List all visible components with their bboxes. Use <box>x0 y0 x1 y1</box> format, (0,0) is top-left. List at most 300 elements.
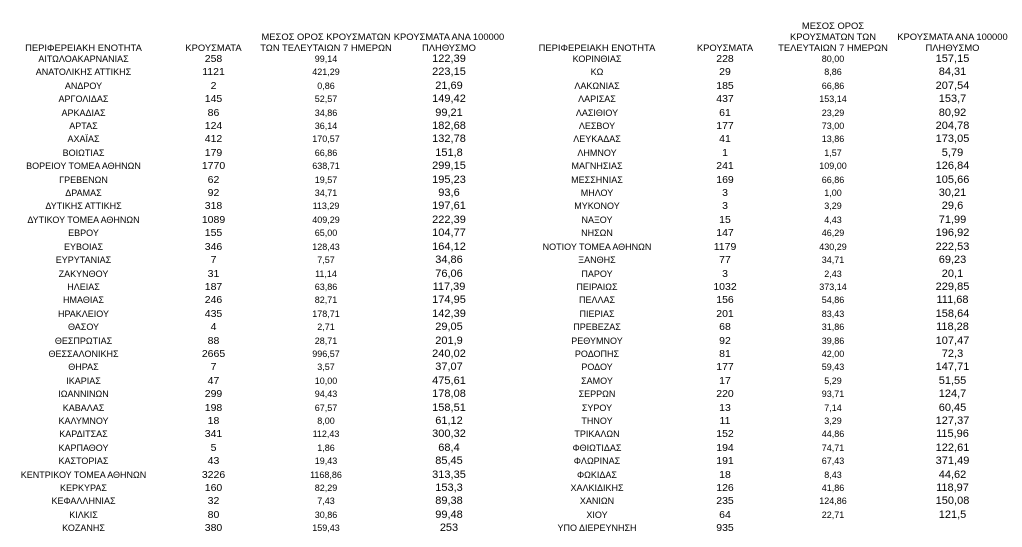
table-row <box>514 361 1009 374</box>
cases-cell: 31 <box>207 267 220 280</box>
region-cell: ΙΚΑΡΙΑΣ <box>66 375 101 386</box>
avg7-cell: 52,57 <box>314 94 338 105</box>
per100k-cell: 89,38 <box>435 495 463 508</box>
per100k-cell: 229,85 <box>935 280 970 293</box>
cases-cell: 228 <box>716 53 734 65</box>
region-cell: ΤΗΝΟΥ <box>581 415 613 426</box>
per100k-cell: 164,12 <box>432 240 466 253</box>
per100k-cell: 178,08 <box>432 388 466 401</box>
avg7-cell: 421,29 <box>312 67 340 78</box>
avg7-cell: 82,71 <box>314 295 338 306</box>
region-cell: ΕΒΡΟΥ <box>68 228 99 239</box>
cases-cell: 62 <box>207 173 220 186</box>
per100k-cell: 132,78 <box>432 133 466 146</box>
table-row <box>0 187 506 200</box>
cases-cell: 246 <box>204 294 223 307</box>
region-cell: ΕΥΡΥΤΑΝΙΑΣ <box>55 255 112 266</box>
per100k-cell: 173,05 <box>935 133 970 146</box>
table-row <box>0 66 506 79</box>
per100k-cell: 174,95 <box>432 294 466 307</box>
region-cell: ΠΑΡΟΥ <box>581 268 613 279</box>
region-cell: ΘΑΣΟΥ <box>67 322 100 333</box>
table-row <box>0 294 506 307</box>
avg7-cell: 42,00 <box>821 348 845 359</box>
table-row <box>514 53 1009 66</box>
avg7-cell: 7,43 <box>317 496 335 507</box>
table-row <box>514 522 1009 535</box>
avg7-cell: 31,86 <box>821 322 845 333</box>
per100k-cell: 222,53 <box>935 240 970 253</box>
table-row <box>0 469 506 482</box>
per100k-cell <box>896 522 1009 535</box>
region-cell: ΚΑΛΥΜΝΟΥ <box>58 415 109 426</box>
cases-cell: 7 <box>210 361 217 374</box>
region-cell: ΔΥΤΙΚΟΥ ΤΟΜΕΑ ΑΘΗΝΩΝ <box>27 214 140 225</box>
cases-cell: 29 <box>719 66 731 79</box>
cases-cell: 1179 <box>713 240 737 253</box>
table-row <box>0 147 506 160</box>
region-cell: ΧΙΟΥ <box>586 509 608 520</box>
avg7-cell: 23,29 <box>821 107 845 118</box>
per100k-cell: 118,97 <box>936 482 969 494</box>
cases-cell: 1121 <box>202 66 225 79</box>
per100k-cell: 29,6 <box>941 200 964 213</box>
region-cell: ΠΕΛΛΑΣ <box>578 295 616 306</box>
region-cell: ΓΡΕΒΕΝΩΝ <box>59 174 108 185</box>
header-per100k: ΚΡΟΥΣΜΑΤΑ ΑΝΑ 100000 ΠΛΗΘΥΣΜΟ <box>897 31 1008 53</box>
table-row <box>514 66 1009 79</box>
cases-cell: 1 <box>722 146 728 159</box>
table-row <box>0 388 506 401</box>
table-row <box>0 321 506 334</box>
per100k-cell: 153,7 <box>938 93 967 106</box>
cases-cell: 7 <box>210 254 217 267</box>
per100k-cell: 93,6 <box>438 187 460 200</box>
per100k-cell: 157,15 <box>935 53 970 65</box>
table-row <box>514 107 1009 120</box>
per100k-cell: 142,39 <box>432 307 466 320</box>
avg7-cell: 1,00 <box>824 188 842 199</box>
cases-cell: 43 <box>207 455 220 468</box>
table-row <box>514 200 1009 213</box>
cases-cell: 17 <box>719 374 731 387</box>
table-row <box>514 455 1009 468</box>
per100k-cell: 153,3 <box>435 482 463 494</box>
region-cell: ΗΜΑΘΙΑΣ <box>63 295 104 306</box>
cases-cell: 5 <box>210 441 217 454</box>
region-cell: ΦΛΩΡΙΝΑΣ <box>573 456 621 467</box>
region-cell: ΚΕΦΑΛΛΗΝΙΑΣ <box>51 496 116 507</box>
per100k-cell: 68,4 <box>438 441 460 454</box>
region-cell: ΚΙΛΚΙΣ <box>69 509 98 520</box>
cases-cell: 187 <box>204 280 223 293</box>
cases-cell: 185 <box>716 79 734 92</box>
avg7-cell: 113,29 <box>312 201 340 212</box>
table-row <box>514 174 1009 187</box>
per100k-cell: 149,42 <box>432 93 466 106</box>
avg7-cell: 34,71 <box>821 255 845 266</box>
table-row <box>0 415 506 428</box>
cases-cell: 935 <box>716 522 734 535</box>
avg7-cell: 63,86 <box>314 281 338 292</box>
per100k-cell: 99,48 <box>435 508 463 521</box>
table-row <box>514 241 1009 254</box>
cases-cell: 318 <box>204 200 223 213</box>
region-cell: ΑΧΑΪΑΣ <box>67 134 100 145</box>
per100k-cell: 158,64 <box>935 307 970 320</box>
avg7-cell: 7,57 <box>317 255 335 266</box>
per100k-cell: 111,68 <box>936 294 969 307</box>
table-row <box>0 509 506 522</box>
region-cell: ΔΡΑΜΑΣ <box>65 188 102 199</box>
cases-cell: 258 <box>204 53 223 65</box>
per100k-cell: 313,35 <box>432 468 466 481</box>
cases-cell: 412 <box>204 133 223 146</box>
cases-cell: 68 <box>719 321 731 334</box>
cases-cell: 235 <box>716 495 734 508</box>
avg7-cell: 3,29 <box>824 415 842 426</box>
cases-cell: 4 <box>210 321 217 334</box>
avg7-cell: 73,00 <box>821 121 845 132</box>
cases-cell: 15 <box>719 213 731 226</box>
per100k-cell: 204,78 <box>935 120 970 133</box>
avg7-cell: 44,86 <box>821 429 845 440</box>
cases-cell: 61 <box>719 106 731 119</box>
per100k-cell: 99,21 <box>435 106 463 119</box>
avg7-cell: 67,57 <box>314 402 338 413</box>
per100k-cell: 207,54 <box>935 79 970 92</box>
per100k-cell: 158,51 <box>432 401 466 414</box>
table-row <box>0 281 506 294</box>
cases-cell: 179 <box>204 146 223 159</box>
per100k-cell: 61,12 <box>435 414 463 427</box>
table-row <box>0 375 506 388</box>
avg7-cell: 159,43 <box>312 523 340 534</box>
per100k-cell: 29,05 <box>435 321 463 334</box>
table-row <box>514 214 1009 227</box>
table-row <box>514 402 1009 415</box>
region-cell: ΜΥΚΟΝΟΥ <box>574 201 620 212</box>
region-cell: ΚΟΖΑΝΗΣ <box>62 523 105 534</box>
cases-cell: 86 <box>207 106 220 119</box>
table-row <box>0 495 506 508</box>
per100k-cell: 34,86 <box>435 254 463 267</box>
region-cell: ΞΑΝΘΗΣ <box>578 255 616 266</box>
avg7-cell: 170,57 <box>312 134 340 145</box>
avg7-cell: 34,86 <box>314 107 338 118</box>
per100k-cell: 127,37 <box>935 414 970 427</box>
cases-cell: 126 <box>716 482 734 494</box>
avg7-cell: 430,29 <box>819 241 847 252</box>
region-cell: ΚΑΣΤΟΡΙΑΣ <box>58 456 109 467</box>
cases-cell: 152 <box>716 428 734 441</box>
avg7-cell: 8,00 <box>317 415 335 426</box>
cases-cell: 220 <box>716 388 734 401</box>
avg7-cell: 409,29 <box>312 214 340 225</box>
table-row <box>0 361 506 374</box>
avg7-cell: 82,29 <box>314 483 338 493</box>
region-cell: ΜΗΛΟΥ <box>580 188 614 199</box>
region-cell: ΚΑΡΠΑΘΟΥ <box>58 442 109 453</box>
table-row <box>0 268 506 281</box>
avg7-cell: 66,86 <box>821 174 845 185</box>
cases-cell: 77 <box>719 254 731 267</box>
per100k-cell: 147,71 <box>935 361 970 374</box>
per100k-cell: 60,45 <box>938 401 967 414</box>
avg7-cell: 22,71 <box>821 509 845 520</box>
region-cell: ΚΕΡΚΥΡΑΣ <box>60 483 107 493</box>
table-row <box>514 294 1009 307</box>
region-cell: ΠΡΕΒΕΖΑΣ <box>573 322 621 333</box>
region-cell: ΠΕΙΡΑΙΩΣ <box>576 281 618 292</box>
table-row <box>514 469 1009 482</box>
avg7-cell: 93,71 <box>821 389 845 400</box>
cases-cell: 47 <box>207 374 220 387</box>
table-row <box>0 335 506 348</box>
per100k-cell: 222,39 <box>432 213 466 226</box>
avg7-cell: 4,43 <box>824 214 842 225</box>
header-cases: ΚΡΟΥΣΜΑΤΑ <box>185 42 242 53</box>
header-per100k: ΚΡΟΥΣΜΑΤΑ ΑΝΑ 100000 ΠΛΗΘΥΣΜΟ <box>393 31 505 53</box>
cases-cell: 81 <box>719 347 731 360</box>
avg7-cell <box>770 522 896 535</box>
region-cell: ΣΕΡΡΩΝ <box>578 389 616 400</box>
region-cell: ΡΟΔΟΠΗΣ <box>574 348 620 359</box>
region-cell: ΧΑΛΚΙΔΙΚΗΣ <box>570 483 624 493</box>
per100k-cell: 300,32 <box>432 428 466 441</box>
per100k-cell: 69,23 <box>938 254 967 267</box>
per100k-cell: 151,8 <box>435 146 463 159</box>
table-row <box>0 522 506 535</box>
per100k-cell: 30,21 <box>938 187 967 200</box>
table-row <box>0 200 506 213</box>
region-cell: ΛΕΣΒΟΥ <box>578 121 616 132</box>
table-row <box>514 428 1009 441</box>
table-row <box>0 227 506 240</box>
header-avg7: ΜΕΣΟΣ ΟΡΟΣ ΚΡΟΥΣΜΑΤΩΝ ΤΩΝ ΤΕΛΕΥΤΑΙΩΝ 7 ΗΜΕΡΩΝ <box>778 20 888 53</box>
table-row <box>0 241 506 254</box>
region-cell: ΛΑΣΙΘΙΟΥ <box>575 107 619 118</box>
cases-cell: 2665 <box>201 347 226 360</box>
cases-cell: 169 <box>716 173 734 186</box>
avg7-cell: 30,86 <box>314 509 338 520</box>
region-cell: ΒΟΙΩΤΙΑΣ <box>62 147 105 158</box>
per100k-cell: 44,62 <box>938 468 967 481</box>
region-cell: ΚΑΡΔΙΤΣΑΣ <box>59 429 108 440</box>
per100k-cell: 371,49 <box>935 455 970 468</box>
region-cell: ΝΟΤΙΟΥ ΤΟΜΕΑ ΑΘΗΝΩΝ <box>542 241 652 252</box>
avg7-cell: 11,14 <box>315 268 337 279</box>
table-row <box>514 388 1009 401</box>
per100k-cell: 122,61 <box>935 441 970 454</box>
avg7-cell: 1168,86 <box>310 469 342 480</box>
region-cell: ΚΕΝΤΡΙΚΟΥ ΤΟΜΕΑ ΑΘΗΝΩΝ <box>20 469 147 480</box>
table-row <box>0 107 506 120</box>
avg7-cell: 41,86 <box>821 483 845 493</box>
region-cell: ΛΕΥΚΑΔΑΣ <box>573 134 621 145</box>
cases-cell: 177 <box>716 361 734 374</box>
region-cell: ΖΑΚΥΝΘΟΥ <box>58 268 109 279</box>
table-row <box>514 147 1009 160</box>
avg7-cell: 65,00 <box>314 228 338 239</box>
cases-cell: 64 <box>719 508 731 521</box>
region-cell: ΛΑΡΙΣΑΣ <box>578 94 616 105</box>
table-row <box>0 174 506 187</box>
avg7-cell: 1,86 <box>317 442 335 453</box>
cases-cell: 145 <box>204 93 223 106</box>
table-row <box>0 160 506 173</box>
avg7-cell: 3,57 <box>317 362 335 373</box>
per100k-cell: 475,61 <box>432 374 466 387</box>
table-row <box>514 227 1009 240</box>
region-cell: ΛΗΜΝΟΥ <box>577 147 617 158</box>
cases-cell: 380 <box>204 522 223 535</box>
per100k-cell: 80,92 <box>938 106 967 119</box>
per100k-cell: 223,15 <box>432 66 466 79</box>
region-cell: ΕΥΒΟΙΑΣ <box>63 241 104 252</box>
region-cell: ΝΗΣΩΝ <box>581 228 613 239</box>
cases-cell: 147 <box>716 227 734 240</box>
table-row <box>514 321 1009 334</box>
cases-cell: 41 <box>719 133 731 146</box>
table-row <box>0 402 506 415</box>
per100k-cell: 37,07 <box>435 361 463 374</box>
table-row <box>514 133 1009 146</box>
cases-cell: 92 <box>207 187 220 200</box>
region-cell: ΒΟΡΕΙΟΥ ΤΟΜΕΑ ΑΘΗΝΩΝ <box>26 161 141 172</box>
table-row <box>514 375 1009 388</box>
cases-cell: 124 <box>204 120 223 133</box>
table-row <box>0 80 506 93</box>
region-cell: ΘΕΣΠΡΩΤΙΑΣ <box>54 335 113 346</box>
table-row <box>514 509 1009 522</box>
region-cell: ΝΑΞΟΥ <box>581 214 613 225</box>
avg7-cell: 153,14 <box>819 94 847 105</box>
avg7-cell: 1,57 <box>824 147 842 158</box>
cases-cell: 346 <box>204 240 223 253</box>
table-row <box>514 268 1009 281</box>
cases-cell: 3 <box>722 200 728 213</box>
cases-cell: 18 <box>719 468 731 481</box>
table-header-row <box>514 13 1009 53</box>
cases-table-right <box>514 13 1009 536</box>
cases-cell: 160 <box>204 482 223 494</box>
region-cell: ΡΕΘΥΜΝΟΥ <box>571 335 623 346</box>
region-cell: ΥΠΟ ΔΙΕΡΕΥΝΗΣΗ <box>557 523 637 534</box>
avg7-cell: 94,43 <box>314 389 338 400</box>
avg7-cell: 8,43 <box>824 469 842 480</box>
table-row <box>514 93 1009 106</box>
region-cell: ΑΡΓΟΛΙΔΑΣ <box>58 94 109 105</box>
avg7-cell: 99,14 <box>314 54 338 64</box>
cases-cell: 13 <box>719 401 731 414</box>
region-cell: ΧΑΝΙΩΝ <box>579 496 615 507</box>
avg7-cell: 3,29 <box>824 201 842 212</box>
per100k-cell: 118,28 <box>936 321 969 334</box>
cases-cell: 1089 <box>201 213 226 226</box>
avg7-cell: 8,86 <box>824 67 842 78</box>
region-cell: ΑΝΑΤΟΛΙΚΗΣ ΑΤΤΙΚΗΣ <box>35 67 132 78</box>
table-row <box>514 335 1009 348</box>
per100k-cell: 117,39 <box>432 280 466 293</box>
table-row <box>0 348 506 361</box>
region-cell: ΑΡΚΑΔΙΑΣ <box>61 107 106 118</box>
cases-cell: 241 <box>716 160 734 173</box>
per100k-cell: 20,1 <box>941 267 964 280</box>
region-cell: ΛΑΚΩΝΙΑΣ <box>574 80 620 91</box>
region-cell: ΗΛΕΙΑΣ <box>67 281 100 292</box>
table-row <box>0 53 506 66</box>
per100k-cell: 72,3 <box>941 347 964 360</box>
table-row <box>0 455 506 468</box>
avg7-cell: 7,14 <box>824 402 842 413</box>
region-cell: ΑΡΤΑΣ <box>69 121 98 132</box>
cases-cell: 1032 <box>713 280 737 293</box>
header-avg7: ΜΕΣΟΣ ΟΡΟΣ ΚΡΟΥΣΜΑΤΩΝ ΤΩΝ ΤΕΛΕΥΤΑΙΩΝ 7 ΗΜΕΡΩΝ <box>260 31 392 53</box>
per100k-cell: 21,69 <box>435 79 463 92</box>
table-row <box>514 308 1009 321</box>
region-cell: ΦΘΙΩΤΙΔΑΣ <box>572 442 622 453</box>
avg7-cell: 10,00 <box>314 375 338 386</box>
cases-cell: 11 <box>719 414 731 427</box>
cases-cell: 191 <box>716 455 734 468</box>
avg7-cell: 124,86 <box>819 496 847 507</box>
per100k-cell: 197,61 <box>432 200 466 213</box>
region-cell: ΘΕΣΣΑΛΟΝΙΚΗΣ <box>48 348 119 359</box>
cases-cell: 198 <box>204 401 223 414</box>
table-header-row <box>0 13 506 53</box>
avg7-cell: 996,57 <box>312 348 340 359</box>
region-cell: ΗΡΑΚΛΕΙΟΥ <box>57 308 110 319</box>
table-row <box>514 254 1009 267</box>
table-row <box>514 120 1009 133</box>
cases-cell: 80 <box>207 508 220 521</box>
per100k-cell: 150,08 <box>935 495 970 508</box>
region-cell: ΚΩ <box>590 67 604 78</box>
avg7-cell: 83,43 <box>821 308 845 319</box>
avg7-cell: 34,71 <box>314 188 338 199</box>
avg7-cell: 638,71 <box>312 161 340 172</box>
avg7-cell: 80,00 <box>821 54 845 64</box>
table-row <box>0 254 506 267</box>
per100k-cell: 253 <box>439 522 459 535</box>
table-row <box>0 120 506 133</box>
region-cell: ΡΟΔΟΥ <box>581 362 613 373</box>
per100k-cell: 299,15 <box>432 160 466 173</box>
per100k-cell: 195,23 <box>432 173 466 186</box>
region-cell: ΠΙΕΡΙΑΣ <box>579 308 615 319</box>
avg7-cell: 28,71 <box>314 335 338 346</box>
cases-cell: 341 <box>204 428 223 441</box>
per100k-cell: 240,02 <box>432 347 466 360</box>
cases-cell: 156 <box>716 294 734 307</box>
per100k-cell: 85,45 <box>435 455 463 468</box>
avg7-cell: 36,14 <box>314 121 338 132</box>
avg7-cell: 373,14 <box>819 281 847 292</box>
avg7-cell: 109,00 <box>819 161 847 172</box>
per100k-cell: 201,9 <box>435 334 463 347</box>
per100k-cell: 105,66 <box>935 173 970 186</box>
avg7-cell: 5,29 <box>824 375 842 386</box>
cases-cell: 201 <box>716 307 734 320</box>
table-row <box>0 482 506 495</box>
cases-cell: 194 <box>716 441 734 454</box>
per100k-cell: 126,84 <box>935 160 970 173</box>
avg7-cell: 39,86 <box>821 335 845 346</box>
table-row <box>0 308 506 321</box>
cases-cell: 92 <box>719 334 731 347</box>
table-row <box>514 348 1009 361</box>
